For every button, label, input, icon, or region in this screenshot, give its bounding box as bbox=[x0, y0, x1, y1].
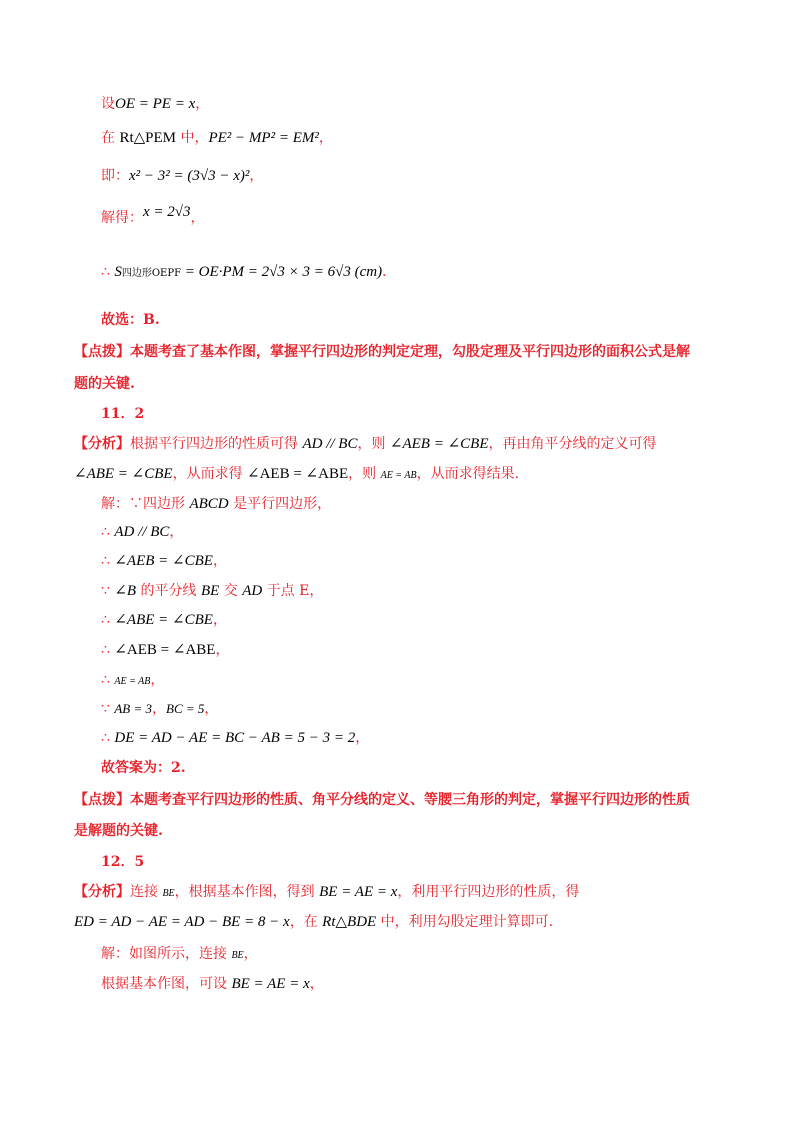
text: ，利用平行四边形的性质，得 bbox=[397, 884, 580, 900]
solution-line-result bbox=[101, 728, 369, 748]
tip-tag: 【点拨】 bbox=[74, 792, 130, 808]
math-expression: BE = AE = x bbox=[319, 884, 398, 900]
text: ， bbox=[152, 701, 167, 717]
therefore-symbol: ∴ bbox=[101, 642, 115, 658]
therefore-symbol: ∴ bbox=[101, 264, 115, 280]
text: 解：如图所示，连接 bbox=[101, 946, 232, 962]
text: 在 bbox=[101, 130, 120, 146]
question-number-11: 11．2 bbox=[101, 406, 145, 422]
math-expression: AD bbox=[242, 583, 263, 599]
math-expression: BE bbox=[162, 888, 175, 899]
analysis-line-11-cont bbox=[74, 464, 519, 486]
answer-line: 故选：B. bbox=[101, 312, 160, 328]
math-expression: BC = 5 bbox=[166, 701, 205, 716]
solution-line-area bbox=[101, 262, 387, 284]
tip-paragraph bbox=[74, 342, 690, 362]
text: ， bbox=[249, 168, 264, 184]
text: ， bbox=[169, 524, 184, 540]
text: ，从而求得 bbox=[172, 466, 248, 482]
text: ， bbox=[150, 672, 165, 688]
text: 解得： bbox=[101, 210, 143, 226]
solution-line-given bbox=[101, 699, 218, 719]
therefore-symbol: ∴ bbox=[101, 524, 115, 540]
math-expression: BE = AE = x bbox=[231, 976, 310, 992]
solution-line-solve bbox=[101, 204, 205, 228]
therefore-symbol: ∴ bbox=[101, 553, 115, 569]
math-expression: x = 2√3 bbox=[143, 204, 191, 220]
math-expression: ED = AD − AE = AD − BE = 8 − x bbox=[74, 914, 290, 930]
solution-line-set-oe bbox=[101, 94, 209, 114]
text: ， bbox=[190, 210, 205, 226]
math-expression: PE² − MP² = EM² bbox=[208, 130, 319, 146]
text: ，从而求得结果. bbox=[416, 466, 520, 482]
text: ， bbox=[215, 642, 230, 658]
subscript: 四边形OEPF bbox=[121, 268, 182, 279]
tip-paragraph-cont: 是解题的关键. bbox=[74, 823, 163, 839]
text: ， bbox=[212, 612, 227, 628]
text: 中，利用勾股定理计算即可. bbox=[376, 914, 554, 930]
math-expression: ∠ABE = ∠CBE bbox=[114, 612, 213, 628]
question-number-12: 12．5 bbox=[101, 854, 145, 870]
math-expression: ∠B bbox=[114, 583, 137, 599]
text: ，则 bbox=[357, 436, 390, 452]
analysis-tag: 【分析】 bbox=[74, 884, 130, 900]
analysis-line-11 bbox=[74, 434, 656, 454]
text: ， bbox=[243, 946, 258, 962]
math-expression: AE = AB bbox=[380, 470, 417, 481]
therefore-symbol: ∴ bbox=[101, 672, 115, 688]
math-expression: = OE·PM = 2√3 × 3 = 6√3 (cm) bbox=[181, 264, 383, 280]
text: ， bbox=[195, 96, 210, 112]
therefore-symbol: ∴ bbox=[101, 730, 115, 746]
text: 设 bbox=[101, 96, 115, 112]
text: ，则 bbox=[348, 466, 381, 482]
text: ， bbox=[318, 130, 333, 146]
math-expression: AE = AB bbox=[114, 676, 151, 687]
analysis-tag: 【分析】 bbox=[74, 436, 130, 452]
text: ， bbox=[212, 553, 227, 569]
math-expression: ∠AEB = ∠CBE bbox=[114, 553, 213, 569]
math-expression: S bbox=[114, 264, 122, 280]
text: 本题考查平行四边形的性质、角平分线的定义、等腰三角形的判定，掌握平行四边形的性质 bbox=[130, 792, 690, 808]
text: 连接 bbox=[130, 884, 163, 900]
text: ，再由角平分线的定义可得 bbox=[488, 436, 657, 452]
tip-paragraph-cont: 题的关键. bbox=[74, 376, 135, 392]
math-expression: ABCD bbox=[189, 496, 229, 512]
text: ， bbox=[204, 701, 219, 717]
text: 的平分线 bbox=[136, 583, 201, 599]
solution-line bbox=[101, 610, 227, 630]
solution-line bbox=[101, 640, 229, 660]
text: ， bbox=[355, 730, 370, 746]
math-expression: AB = 3 bbox=[114, 701, 153, 716]
solution-line-connect bbox=[101, 944, 258, 966]
math-expression: Rt△BDE bbox=[322, 914, 377, 930]
therefore-symbol: ∴ bbox=[101, 612, 115, 628]
math-expression: AD // BC bbox=[114, 524, 170, 540]
text: ， bbox=[309, 976, 324, 992]
text: 中， bbox=[176, 130, 209, 146]
text: ，在 bbox=[289, 914, 323, 930]
solution-line-equation bbox=[101, 166, 263, 186]
solution-line-parallelogram bbox=[101, 494, 331, 514]
tip-tag: 【点拨】 bbox=[74, 344, 130, 360]
text: ，根据基本作图，得到 bbox=[174, 884, 320, 900]
text: 本题考查了基本作图，掌握平行四边形的判定定理，勾股定理及平行四边形的面积公式是解 bbox=[130, 344, 690, 360]
text: 是平行四边形， bbox=[228, 496, 332, 512]
solution-line bbox=[101, 551, 227, 571]
text: 交 bbox=[219, 583, 243, 599]
solution-line-rt-pem bbox=[101, 128, 333, 148]
solution-line-bisector bbox=[101, 581, 323, 601]
math-expression: Rt△PEM bbox=[119, 130, 177, 146]
answer-line: 故答案为：2. bbox=[101, 760, 186, 776]
solution-line-assume bbox=[101, 974, 324, 994]
text: 根据平行四边形的性质可得 bbox=[130, 436, 303, 452]
text: 于点 E， bbox=[262, 583, 324, 599]
text: 根据基本作图，可设 bbox=[101, 976, 232, 992]
analysis-line-12-cont bbox=[74, 912, 553, 932]
math-expression: ∠AEB = ∠ABE bbox=[114, 642, 216, 658]
math-expression: BE bbox=[231, 950, 244, 961]
math-expression: BE bbox=[201, 583, 220, 599]
math-expression: ∠AEB = ∠CBE bbox=[389, 436, 489, 452]
solution-line bbox=[101, 522, 183, 542]
analysis-line-12 bbox=[74, 882, 579, 904]
math-expression: AD // BC bbox=[302, 436, 358, 452]
math-expression: x² − 3² = (3√3 − x)² bbox=[129, 168, 250, 184]
math-expression: ∠ABE = ∠CBE bbox=[74, 466, 173, 482]
tip-paragraph bbox=[74, 790, 690, 810]
text: 即： bbox=[101, 168, 129, 184]
math-expression: OE = PE = x bbox=[115, 96, 196, 112]
text: . bbox=[382, 264, 387, 280]
math-expression: DE = AD − AE = BC − AB = 5 − 3 = 2 bbox=[114, 730, 356, 746]
because-symbol: ∵ bbox=[101, 701, 115, 717]
solution-line bbox=[101, 670, 164, 692]
because-symbol: ∵ bbox=[101, 583, 115, 599]
text: 解：∵四边形 bbox=[101, 496, 190, 512]
math-expression: ∠AEB = ∠ABE bbox=[247, 466, 349, 482]
